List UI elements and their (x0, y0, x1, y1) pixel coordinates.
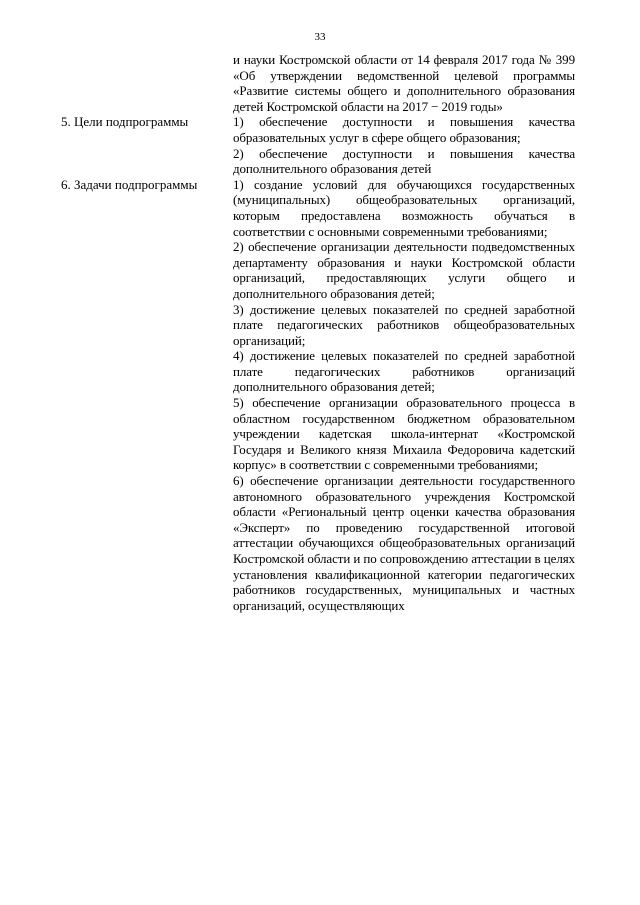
table-row-goals (61, 114, 575, 176)
goal-item: 1) обеспечение доступности и повышения качества образовательных услуг в сфере общего образования; (233, 114, 575, 145)
row-content-tasks (233, 177, 575, 614)
row-content (233, 52, 575, 114)
passport-table (61, 52, 575, 613)
row-label-tasks: 6. Задачи подпрограммы (61, 176, 198, 192)
paragraph: и науки Костромской области от 14 февраля 2017 года № 399 «Об утверждении ведомственной целевой программы «Развитие системы общего и дополнительного образования детей Костромской области на 2017 − 2019 годы» (233, 52, 575, 114)
table-row-tasks (61, 177, 575, 614)
row-content-goals (233, 114, 575, 176)
task-item: 3) достижение целевых показателей по средней заработной плате педагогических работников общеобразовательных организаций; (233, 301, 575, 348)
task-item: 1) создание условий для обучающихся государственных (муниципальных) общеобразовательных организаций, которым предоставлена возможность обучаться в соответствии с основными современными требованиями; (233, 176, 575, 239)
row-label (61, 52, 233, 114)
table-row (61, 52, 575, 114)
row-label-goals: 5. Цели подпрограммы (61, 114, 189, 130)
task-item: 4) достижение целевых показателей по средней заработной плате педагогических работников организаций дополнительного образования детей; (233, 348, 575, 395)
goal-item: 2) обеспечение доступности и повышения качества дополнительного образования детей (233, 145, 575, 177)
task-item: 5) обеспечение организации образовательного процесса в областном государственном бюджетном образовательном учреждении кадетская школа-интернат «Костромской Государя и Великого князя Михаила Федоровича кадетский корпус» в соответствии с современными требованиями; (233, 395, 575, 473)
task-item: 2) обеспечение организации деятельности подведомственных департаменту образования и науки Костромской области организаций, предоставляющих услуги общего и дополнительного образования детей; (233, 239, 575, 301)
task-item: 6) обеспечение организации деятельности государственного автономного образовательного учреждения Костромской области «Региональный центр оценки качества образования «Эксперт» по проведению государственной итоговой аттестации обучающихся общеобразовательных организаций Костромской области и по сопровождению аттестации в целях установления квалификационной категории педагогических работников государственных, муниципальных и частных организаций, осуществляющих (233, 473, 575, 613)
page-number: 33 (314, 31, 326, 43)
